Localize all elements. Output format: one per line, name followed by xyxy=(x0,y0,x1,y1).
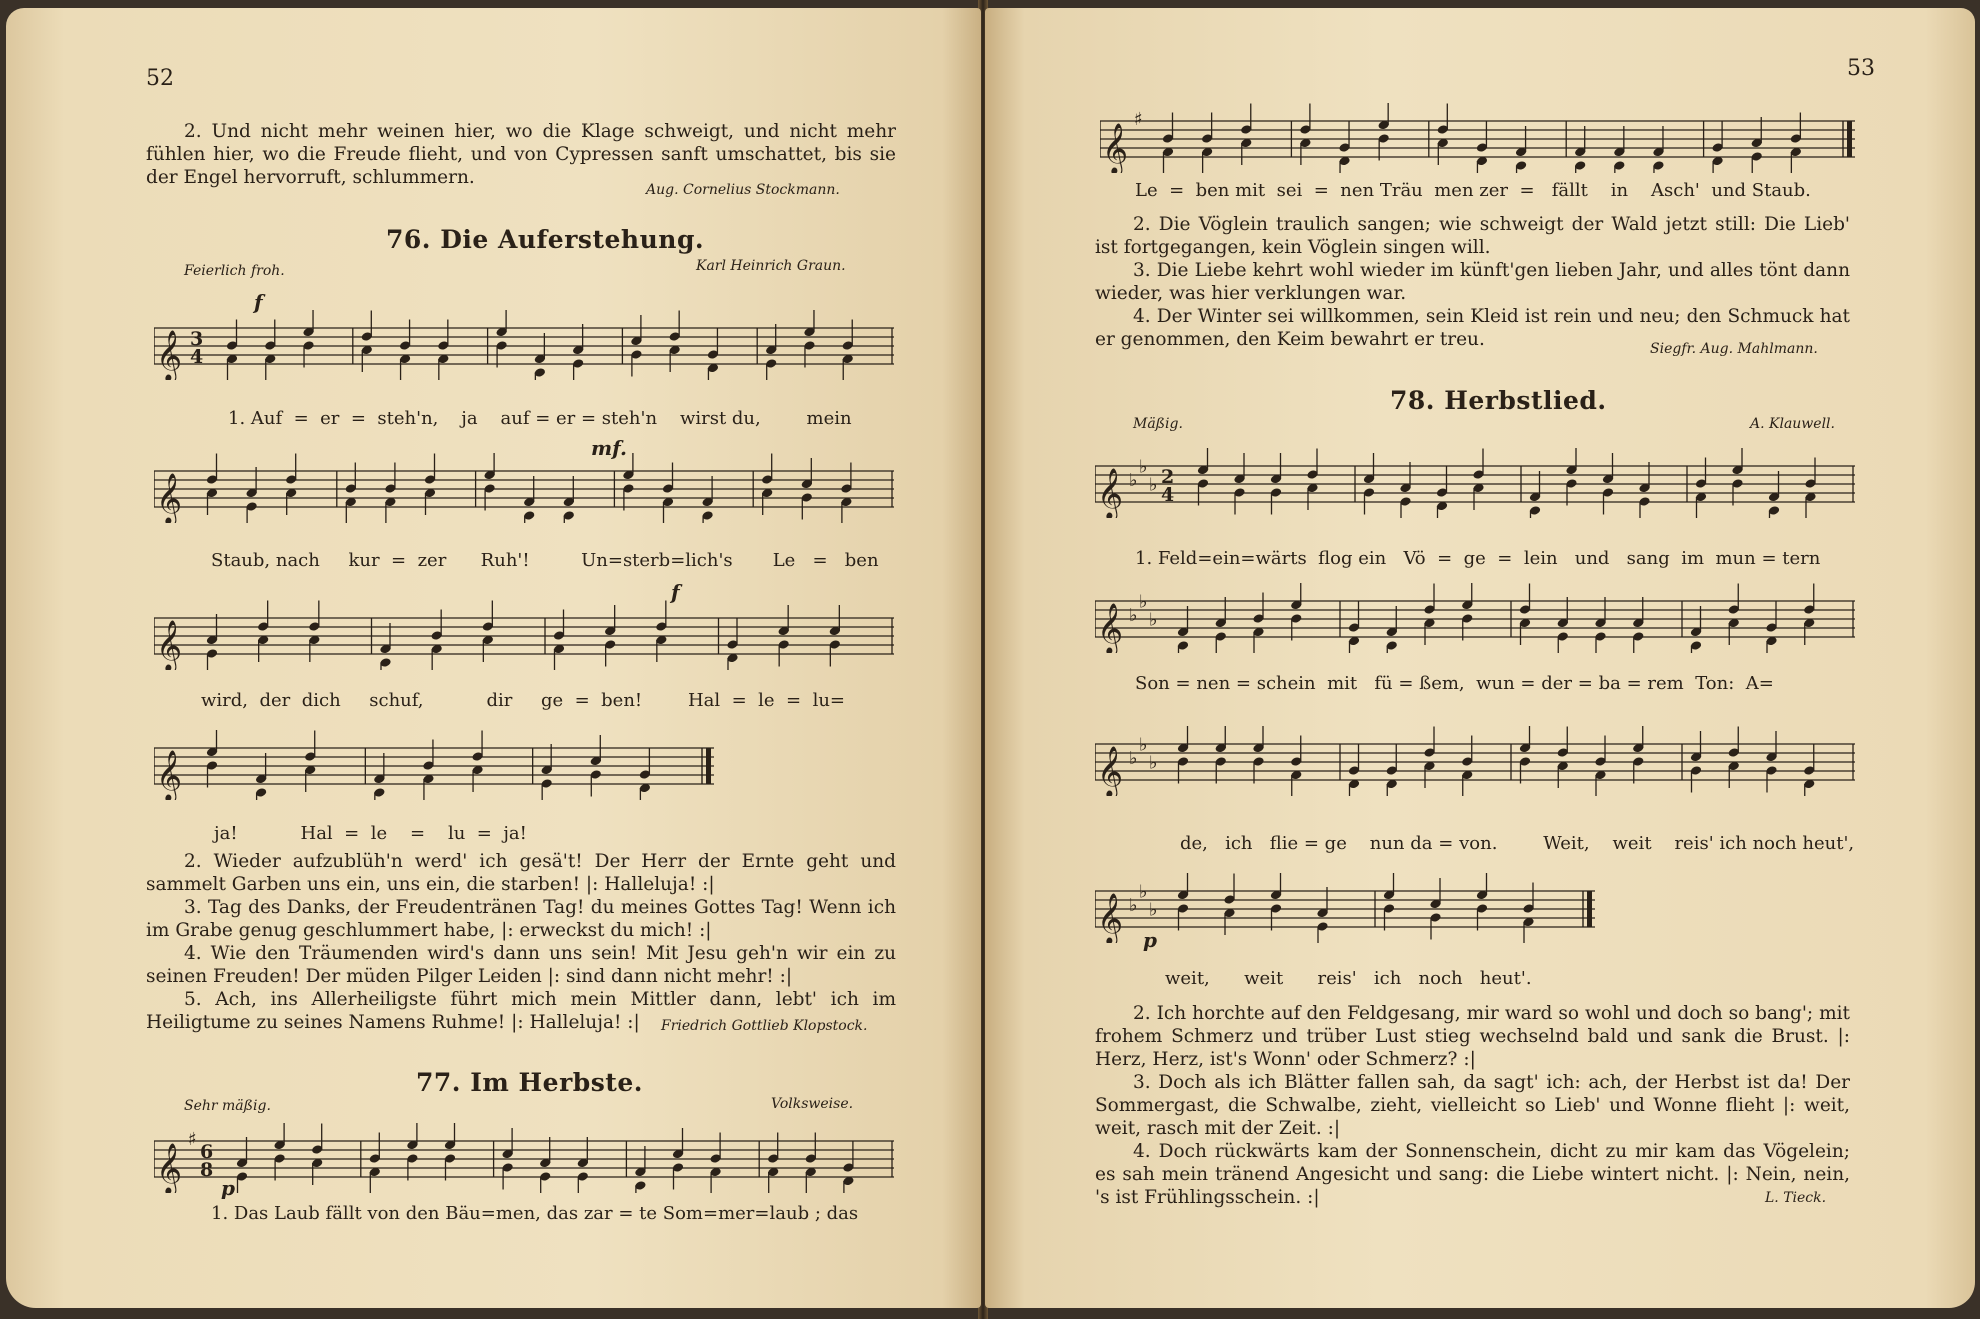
flat-icon: ♭ xyxy=(1139,734,1148,756)
music-staff xyxy=(154,1123,894,1193)
treble-clef-icon: 𝄞 xyxy=(1097,893,1124,943)
time-signature-numerator: 3 xyxy=(190,328,204,350)
dynamic-marking: p xyxy=(221,1176,235,1200)
flat-icon: ♭ xyxy=(1139,456,1148,478)
lyric-line: Son = nen = schein mit fü = ßem, wun = der = ba = rem Ton: A= xyxy=(1135,673,1774,694)
flat-icon: ♭ xyxy=(1129,605,1138,626)
poet-credit: L. Tieck. xyxy=(1765,1190,1827,1206)
flat-icon: ♭ xyxy=(1139,881,1148,903)
lyric-line: de, ich flie = ge nun da = von. Weit, weit reis' ich noch heut', xyxy=(1180,833,1855,854)
flat-icon: ♭ xyxy=(1149,752,1158,774)
treble-clef-icon: 𝄞 xyxy=(156,1143,183,1193)
sharp-icon: ♯ xyxy=(1134,109,1143,130)
composer-credit: A. Klauwell. xyxy=(1750,416,1835,432)
dynamic-marking: p xyxy=(1143,928,1157,952)
tempo-marking: Feierlich froh. xyxy=(184,263,285,279)
page-number: 53 xyxy=(1847,56,1875,81)
flat-icon: ♭ xyxy=(1149,609,1158,631)
dynamic-marking: f xyxy=(671,580,680,604)
stanza-text: 2. Und nicht mehr weinen hier, wo die Klage schweigt, und nicht mehr fühlen hier, wo die Freude flieht, und von Cypressen sanft umschattet, bis sie der Engel hervorruft, schlummern. xyxy=(146,121,896,188)
treble-clef-icon: 𝄞 xyxy=(1102,123,1129,173)
final-bar-line xyxy=(1587,891,1592,927)
music-staff xyxy=(1095,726,1855,796)
left-page xyxy=(6,8,981,1308)
flat-icon: ♭ xyxy=(1149,899,1158,921)
song-title: 77. Im Herbste. xyxy=(416,1068,643,1097)
time-signature-denominator: 4 xyxy=(1161,484,1175,506)
lyric-line: 1. Feld=ein=wärts flog ein Vö = ge = lein und sang im mun = tern xyxy=(1135,548,1821,569)
poet-credit: Aug. Cornelius Stockmann. xyxy=(646,182,840,198)
final-bar-line xyxy=(706,748,711,784)
lyric-line: ja! Hal = le = lu = ja! xyxy=(214,823,527,844)
right-page xyxy=(985,8,1975,1308)
lyric-line: 1. Das Laub fällt von den Bäu=men, das zar = te Som=mer=laub ; das xyxy=(211,1203,859,1224)
poet-credit: Siegfr. Aug. Mahlmann. xyxy=(1650,341,1818,357)
treble-clef-icon: 𝄞 xyxy=(1097,603,1124,653)
lyric-line: 1. Auf = er = steh'n, ja auf = er = steh'n wirst du, mein xyxy=(228,408,852,429)
music-staff xyxy=(154,730,714,800)
stanza-text: 2. Ich horchte auf den Feldgesang, mir ward so wohl und doch so bang'; mit frohem Schmerz und trüber Lust stieg wechselnd bald und sank die Brust. |: Herz, Herz, ist's Wonn' oder Schmerz? :| 3. Doch als ich Blätter fallen sah, da sagt' ich: ach, der Herbst ist da! Der Sommergast, die Schwalbe, zieht, vielleicht so Lieb' und Wonne flieht |: weit, weit, rasch mit der Zeit. :| 4. Doch rückwärts kam der Sonnenschein, dicht zu mir kam das Vögelein; es sah mein tränend Angesicht und sang: die Liebe wintert nicht. |: Nein, nein, 's ist Frühlingsschein. :| xyxy=(1095,1003,1850,1208)
lyric-line: wird, der dich schuf, dir ge = ben! Hal = le = lu= xyxy=(201,690,845,711)
music-staff xyxy=(154,310,894,380)
stanza-text: 2. Die Vöglein traulich sangen; wie schweigt der Wald jetzt still: Die Lieb' ist fortgegangen, kein Vöglein singen will. 3. Die Liebe kehrt wohl wieder im künft'gen lieben Jahr, und alles tönt dann wieder, was hier verklungen war. 4. Der Winter sei willkommen, sein Kleid ist rein und neu; den Schmuck hat er genommen, den Keim bewahrt er treu. xyxy=(1095,214,1850,350)
music-staff xyxy=(1095,873,1595,943)
flat-icon: ♭ xyxy=(1149,474,1158,496)
time-signature-denominator: 4 xyxy=(190,346,204,368)
page-number: 52 xyxy=(146,66,174,91)
treble-clef-icon: 𝄞 xyxy=(1097,746,1124,796)
dynamic-marking: mf. xyxy=(591,436,628,460)
treble-clef-icon: 𝄞 xyxy=(156,620,183,670)
music-staff xyxy=(1095,448,1855,518)
treble-clef-icon: 𝄞 xyxy=(156,330,183,380)
song-title: 78. Herbstlied. xyxy=(1390,386,1607,415)
music-staff xyxy=(154,453,894,523)
time-signature-denominator: 8 xyxy=(200,1159,214,1181)
music-staff xyxy=(154,600,894,670)
lyric-line: weit, weit reis' ich noch heut'. xyxy=(1165,968,1532,989)
stanza-text: 2. Wieder aufzublüh'n werd' ich gesä't! Der Herr der Ernte geht und sammelt Garben uns ein, uns ein, die starben! |: Halleluja! :| 3. Tag des Danks, der Freudentränen Tag! du meines Gottes Tag! Wenn ich im Grabe genug geschlummert habe, |: erweckst du mich! :| 4. Wie den Träumenden wird's dann uns sein! Mit Jesu geh'n wir ein zu seinen Freuden! Der müden Pilger Leiden |: sind dann nicht mehr! :| 5. Ach, ins Allerheiligste führt mich mein Mittler dann, lebt' ich im Heiligtume zu seines Namens Ruhme! |: Halleluja! :| xyxy=(146,851,896,1033)
tempo-marking: Mäßig. xyxy=(1133,416,1183,432)
lyric-line: Le = ben mit sei = nen Träu men zer = fällt in Asch' und Staub. xyxy=(1135,180,1811,201)
treble-clef-icon: 𝄞 xyxy=(156,750,183,800)
time-signature-numerator: 2 xyxy=(1161,466,1175,488)
music-staff xyxy=(1100,103,1855,173)
flat-icon: ♭ xyxy=(1139,591,1148,613)
sharp-icon: ♯ xyxy=(188,1129,197,1150)
song-title: 76. Die Auferstehung. xyxy=(386,225,705,254)
composer-credit: Volksweise. xyxy=(771,1096,854,1112)
flat-icon: ♭ xyxy=(1129,895,1138,916)
composer-credit: Karl Heinrich Graun. xyxy=(696,258,846,274)
final-bar-line xyxy=(1847,121,1852,157)
lyric-line: Staub, nach kur = zer Ruh'! Un=sterb=lich's Le = ben xyxy=(211,550,879,571)
flat-icon: ♭ xyxy=(1129,748,1138,769)
time-signature-numerator: 6 xyxy=(200,1141,214,1163)
poet-credit: Friedrich Gottlieb Klopstock. xyxy=(661,1018,868,1034)
treble-clef-icon: 𝄞 xyxy=(1097,468,1124,518)
music-staff xyxy=(1095,583,1855,653)
treble-clef-icon: 𝄞 xyxy=(156,473,183,523)
tempo-marking: Sehr mäßig. xyxy=(184,1098,271,1114)
dynamic-marking: f xyxy=(254,290,263,314)
flat-icon: ♭ xyxy=(1129,470,1138,491)
